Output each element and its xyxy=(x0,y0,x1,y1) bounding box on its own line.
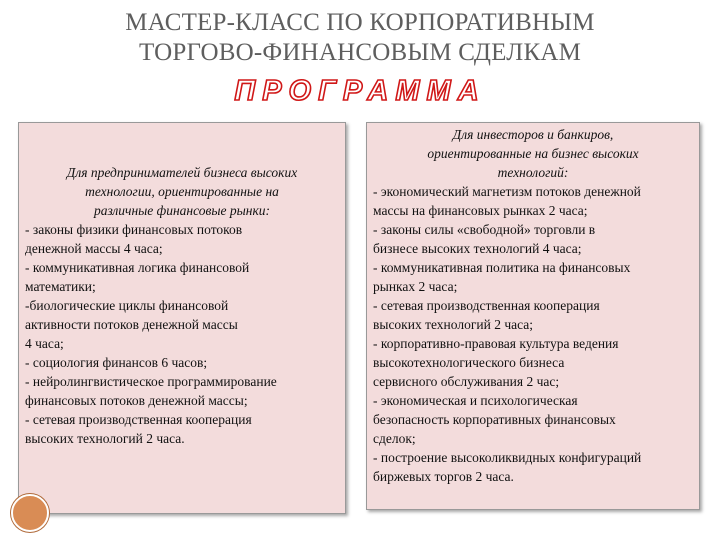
program-line: - сетевая производственная кооперация xyxy=(25,412,252,427)
program-line: 4 часа; xyxy=(25,336,64,351)
program-line: высоких технологий 2 часа; xyxy=(373,317,534,332)
program-line: - коммуникативная политика на финансовых xyxy=(373,260,631,275)
heading-line: технологий: xyxy=(497,165,569,180)
heading-line: технологии, ориентированные на xyxy=(85,184,279,199)
program-line: -биологические циклы финансовой xyxy=(25,298,229,313)
program-line: - корпоративно-правовая культура ведения xyxy=(373,336,619,351)
program-line: - нейролингвистическое программирование xyxy=(25,374,277,389)
program-line: биржевых торгов 2 часа. xyxy=(373,469,514,484)
program-line: - коммуникативная логика финансовой xyxy=(25,260,250,275)
program-line: - социология финансов 6 часов; xyxy=(25,355,208,370)
heading-line: Для инвесторов и банкиров, xyxy=(452,127,614,142)
program-line: - сетевая производственная кооперация xyxy=(373,298,600,313)
program-line: математики; xyxy=(25,279,96,294)
entrepreneurs-heading xyxy=(25,163,339,220)
investors-heading xyxy=(373,125,693,182)
program-line: бизнесе высоких технологий 4 часа; xyxy=(373,241,582,256)
program-line: - экономическая и психологическая xyxy=(373,393,578,408)
program-line: - законы силы «свободной» торговли в xyxy=(373,222,596,237)
program-line: высоких технологий 2 часа. xyxy=(25,431,185,446)
program-line: финансовых потоков денежной массы; xyxy=(25,393,248,408)
program-line: - экономический магнетизм потоков денежной xyxy=(373,184,641,199)
decorative-circle xyxy=(11,494,49,532)
program-line: активности потоков денежной массы xyxy=(25,317,238,332)
program-line: безопасность корпоративных финансовых xyxy=(373,412,616,427)
heading-line: Для предпринимателей бизнеса высоких xyxy=(66,165,298,180)
slide-title-line-1: МАСТЕР-КЛАСС ПО КОРПОРАТИВНЫМ xyxy=(125,9,595,36)
program-line: - законы физики финансовых потоков xyxy=(25,222,243,237)
program-line: денежной массы 4 часа; xyxy=(25,241,163,256)
entrepreneurs-panel xyxy=(18,122,346,514)
program-line: сервисного обслуживания 2 час; xyxy=(373,374,560,389)
heading-line: ориентированные на бизнес высоких xyxy=(427,146,639,161)
investors-panel xyxy=(366,122,700,510)
program-line: сделок; xyxy=(373,431,416,446)
program-line: высокотехнологического бизнеса xyxy=(373,355,565,370)
slide-title xyxy=(0,8,720,68)
slide-title-line-2: ТОРГОВО-ФИНАНСОВЫМ СДЕЛКАМ xyxy=(138,39,582,66)
program-line: рынках 2 часа; xyxy=(373,279,458,294)
program-line: массы на финансовых рынках 2 часа; xyxy=(373,203,588,218)
heading-line: различные финансовые рынки: xyxy=(93,203,271,218)
program-subtitle: ПРОГРАММА xyxy=(234,75,486,107)
program-line: - построение высоколиквидных конфигураций xyxy=(373,450,642,465)
